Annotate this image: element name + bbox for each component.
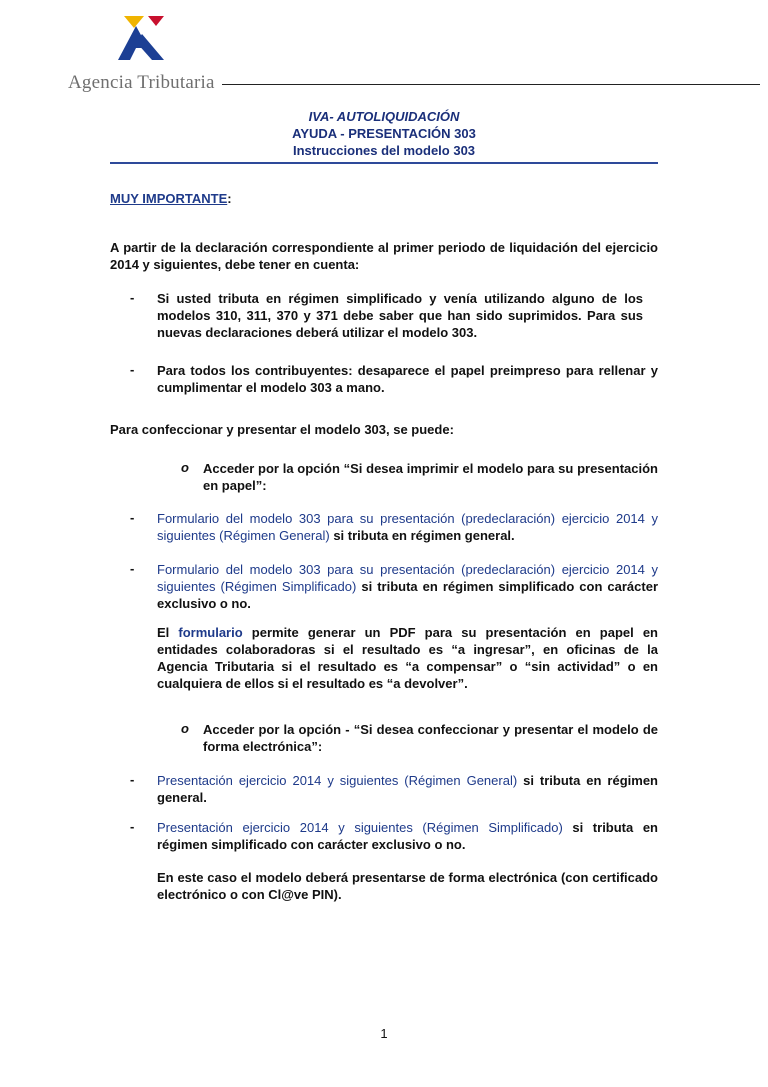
note-all-taxpayers: Para todos los contribuyentes: desaparece el papel preimpreso para rellenar y cumplimentar el modelo 303 a mano. (157, 363, 658, 395)
electronic-item-simplified (157, 819, 658, 853)
option-bullet: o (181, 460, 189, 475)
option-electronic-text: Acceder por la opción - “Si desea confeccionar y presentar el modelo de forma electrónica”: (203, 722, 658, 754)
electronic-item-general (157, 772, 658, 806)
important-heading (110, 190, 232, 207)
header-rule (110, 162, 658, 164)
logo-text: Agencia Tributaria (68, 72, 215, 93)
agency-logo (62, 12, 222, 93)
electronic-item-dash: - (130, 772, 135, 787)
link-formulario-simplificado[interactable]: Formulario del modelo 303 para su presentación (predeclaración) ejercicio 2014 y siguientes (Régimen Simplificado) (157, 562, 658, 594)
electronic-item-dash: - (130, 819, 135, 834)
form-note-paragraph (157, 624, 658, 692)
paper-item-simplified-rest: si tributa en régimen simplificado con carácter exclusivo o no. (157, 579, 659, 611)
paper-item-general-rest: si tributa en régimen general. (329, 528, 515, 543)
document-header (110, 108, 658, 159)
option-bullet: o (181, 721, 189, 736)
electronic-item-simplified-rest: si tributa en régimen simplificado con carácter exclusivo o no. (157, 820, 658, 852)
paper-item-dash: - (130, 561, 135, 576)
paper-item-dash: - (130, 510, 135, 525)
form-note-pre: El (157, 625, 179, 640)
link-presentacion-simplificado[interactable]: Presentación ejercicio 2014 y siguientes (Régimen Simplificado) (157, 820, 563, 835)
electronic-item-general-rest: si tributa en régimen general. (157, 773, 659, 805)
link-formulario-general[interactable]: Formulario del modelo 303 para su presentación (predeclaración) ejercicio 2014 y siguientes (Régimen General) (157, 511, 658, 543)
note-simplified-regime: Si usted tributa en régimen simplificado y venía utilizando alguno de los modelos 310, 311, 370 y 371 debe saber que han sido suprimidos. Para sus nuevas declaraciones deberá utilizar el modelo 303. (157, 291, 643, 340)
link-formulario[interactable]: formulario (178, 625, 243, 640)
page-number: 1 (380, 1026, 388, 1041)
header-title: IVA- AUTOLIQUIDACIÓN (308, 109, 460, 124)
final-note-paragraph: En este caso el modelo deberá presentarse de forma electrónica (con certificado electrónico o con Cl@ve PIN). (157, 870, 658, 902)
howto-paragraph: Para confeccionar y presentar el modelo 303, se puede: (110, 422, 454, 437)
form-note-post: permite generar un PDF para su presentación en papel en entidades colaboradoras si el resultado es “a ingresar”, en oficinas de la Agencia Tributaria si el resultado es “a compensar” o “sin actividad” o en cualquiera de ellos si el resultado es “a devolver”. (157, 625, 658, 691)
header-instructions: Instrucciones del modelo 303 (292, 143, 476, 158)
option-paper-text: Acceder por la opción “Si desea imprimir el modelo para su presentación en papel”: (203, 461, 658, 493)
paper-item-simplified (157, 561, 658, 612)
link-presentacion-general[interactable]: Presentación ejercicio 2014 y siguientes (Régimen General) (157, 773, 518, 788)
note-dash: - (130, 362, 135, 377)
note-dash: - (130, 290, 135, 305)
paper-item-general (157, 510, 658, 544)
header-subtitle: AYUDA - PRESENTACIÓN 303 (292, 126, 476, 141)
top-rule (222, 84, 760, 85)
agencia-tributaria-logo-icon (114, 12, 170, 68)
important-colon: : (227, 191, 232, 206)
important-label: MUY IMPORTANTE (110, 191, 228, 206)
intro-paragraph: A partir de la declaración correspondiente al primer periodo de liquidación del ejercicio 2014 y siguientes, debe tener en cuenta: (110, 240, 658, 272)
